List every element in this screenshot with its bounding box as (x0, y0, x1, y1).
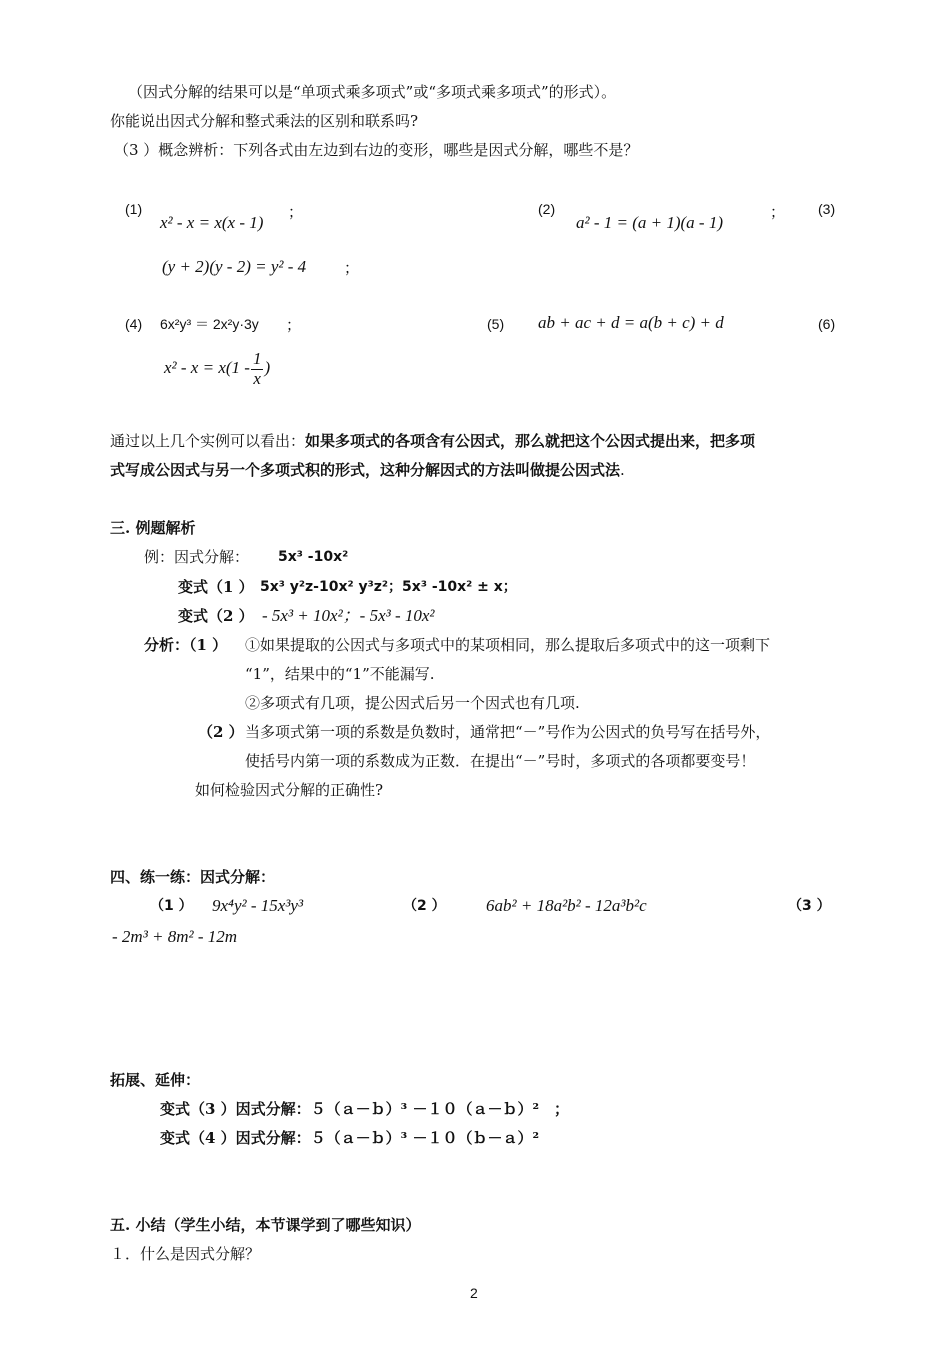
fraction-one-over-x (251, 350, 264, 388)
example-expr-3: (y + 2)(y - 2) = y² - 4 (162, 257, 307, 276)
example-number-2: (2) (538, 201, 556, 217)
example-expression: 5x³ -10x² (278, 549, 349, 565)
extension-title: 拓展、延伸： (110, 1071, 201, 1089)
variant-4-line: 变式（4 ）因式分解：５（ａ－ｂ）³ －１０（ｂ－ａ）² (160, 1129, 540, 1147)
conclusion-lead: 通过以上几个实例可以看出： (110, 432, 306, 450)
concept-prompt: （3 ）概念辨析：下列各式由左边到右边的变形，哪些是因式分解，哪些不是？ (114, 141, 639, 159)
example-number-5: (5) (487, 316, 505, 332)
practice-3-label: （3 ） (788, 898, 831, 914)
analysis-1-line-2: “1”，结果中的“1”不能漏写. (245, 665, 435, 683)
variant-3-line: 变式（3 ）因式分解：５（ａ－ｂ）³ －１０（ａ－ｂ）² ； (160, 1100, 570, 1118)
example-number-4: (4) (125, 316, 143, 332)
analysis-2-label: （2 ） (198, 723, 244, 741)
variant-2-expression: - 5x³ + 10x²；- 5x³ - 10x² (262, 606, 435, 625)
example-expr-6-close: ) (264, 358, 271, 378)
example-expr-4: 6x²y³ ＝ 2x²y·3y (160, 316, 259, 332)
analysis-2-line-2: 使括号内第一项的系数成为正数．在提出“－”号时，多项式的各项都要变号！ (245, 752, 756, 770)
example-number-6: (6) (818, 316, 836, 332)
summary-item-1: １．什么是因式分解？ (110, 1245, 261, 1263)
example-sep-3: ； (344, 259, 360, 277)
fraction-denominator: x (253, 368, 261, 388)
analysis-2-line-1: 当多项式第一项的系数是负数时，通常把“－”号作为公因式的负号写在括号外， (245, 723, 771, 741)
example-expr-6-left: x² - x = x(1 - (164, 358, 250, 378)
practice-1-label: （1 ） (150, 898, 193, 914)
conclusion-bold-1: 如果多项式的各项含有公因式，那么就把这个公因式提出来，把多项 (305, 432, 756, 450)
practice-1-expression: 9x⁴y² - 15x³y³ (212, 896, 304, 915)
fraction-numerator: 1 (252, 349, 262, 368)
section-4-title: 四、练一练：因式分解： (110, 868, 276, 886)
practice-3-expression: - 2m³ + 8m² - 12m (112, 927, 238, 946)
variant-2-label: 变式（2 ） (178, 607, 254, 625)
analysis-label: 分析：（1 ） (144, 636, 228, 654)
practice-2-expression: 6ab² + 18a²b² - 12a³b²c (486, 896, 647, 915)
example-expr-2: a² - 1 = (a + 1)(a - 1) (576, 213, 724, 232)
conclusion-line-1 (110, 432, 755, 450)
example-label: 例：因式分解： (144, 548, 250, 566)
example-sep-4: ； (286, 316, 302, 334)
conclusion-bold-2: 式写成公因式与另一个多项式积的形式，这种分解因式的方法叫做提公因式法 (110, 461, 621, 479)
variant-1-label: 变式（1 ） (178, 578, 254, 596)
example-number-1: (1) (125, 201, 143, 217)
section-5-title: 五. 小结（学生小结，本节课学到了哪些知识） (110, 1216, 421, 1234)
conclusion-line-2 (110, 461, 625, 479)
page-number: 2 (470, 1285, 478, 1301)
variant-1-expression: 5x³ y²z-10x² y³z²；5x³ -10x² ± x； (260, 579, 517, 595)
intro-question: 你能说出因式分解和整式乘法的区别和联系吗? (110, 112, 419, 130)
example-expr-5: ab + ac + d = a(b + c) + d (538, 313, 724, 332)
practice-2-label: （2 ） (403, 898, 446, 914)
example-number-3: (3) (818, 201, 836, 217)
example-expr-1: x² - x = x(x - 1) (160, 213, 264, 232)
analysis-1-line-1: ①如果提取的公因式与多项式中的某项相同，那么提取后多项式中的这一项剩下 (245, 636, 771, 654)
intro-note: （因式分解的结果可以是“单项式乘多项式”或“多项式乘多项式”的形式）。 (128, 83, 617, 101)
check-question: 如何检验因式分解的正确性? (195, 781, 384, 799)
example-sep-1: ； (288, 203, 304, 221)
example-sep-2: ； (770, 203, 786, 221)
section-3-title: 三. 例题解析 (110, 519, 196, 537)
example-expr-6 (164, 350, 270, 388)
conclusion-end: . (620, 461, 625, 479)
analysis-1-line-3: ②多项式有几项，提公因式后另一个因式也有几项. (245, 694, 580, 712)
